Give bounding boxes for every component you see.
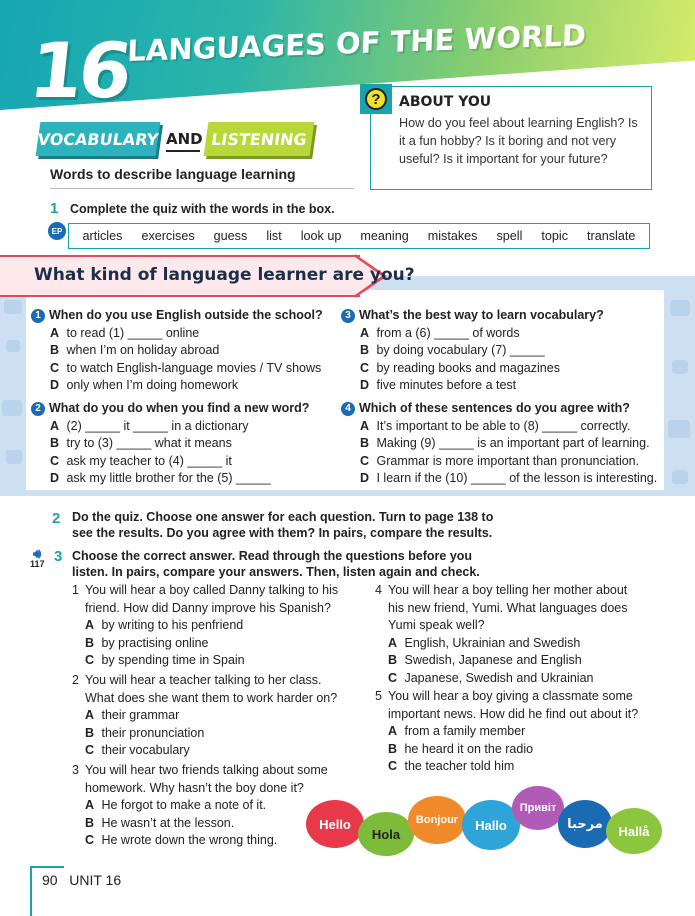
option-text: by reading books and magazines — [376, 360, 560, 375]
speech-bubble-decor — [6, 340, 20, 352]
exercise-2-number: 2 — [52, 510, 61, 527]
option-text: when I’m on holiday abroad — [66, 343, 220, 358]
word-box — [68, 223, 650, 249]
option-text: Grammar is more important than pronunciation. — [376, 453, 640, 468]
option-letter: C — [360, 453, 370, 468]
section-subheading: Words to describe language learning — [50, 166, 354, 189]
option-letter: C — [50, 360, 60, 375]
option-text: ask my little brother for the (5) _____ — [66, 471, 271, 486]
word-item: translate — [587, 229, 636, 243]
greeting-bubble: Hallå — [606, 808, 662, 854]
question-number-badge: 2 — [31, 402, 45, 416]
listening-item-1 — [72, 582, 362, 670]
option-letter: B — [85, 815, 95, 830]
option-text: by doing vocabulary (7) _____ — [376, 343, 545, 358]
exercise-2-line-1: Do the quiz. Choose one answer for each question. Turn to page 138 to — [72, 510, 494, 524]
question-text: Which of these sentences do you agree with? — [359, 401, 630, 415]
audio-track-number: 117 — [30, 559, 45, 569]
vocabulary-tag: VOCABULARY — [36, 122, 161, 156]
word-item: exercises — [141, 229, 195, 243]
speech-bubble-decor — [672, 470, 688, 484]
option-letter: A — [360, 418, 370, 433]
item-stem: his new friend, Yumi. What languages does — [388, 600, 628, 615]
about-you-box — [370, 86, 652, 190]
listening-item-5 — [375, 688, 665, 776]
ep-badge: EP — [48, 222, 66, 240]
unit-title: LANGUAGES OF THE WORLD — [126, 17, 587, 69]
quiz-question-4 — [344, 400, 664, 488]
option-text: their vocabulary — [101, 743, 190, 758]
option-text: He forgot to make a note of it. — [101, 798, 267, 813]
exercise-3-line-2: listen. In pairs, compare your answers. Then, listen again and check. — [72, 565, 480, 579]
option-text: their grammar — [101, 708, 180, 723]
exercise-3-number: 3 — [54, 548, 63, 565]
option-text: (2) _____ it _____ in a dictionary — [66, 418, 249, 433]
item-stem: important news. How did he find out about it? — [388, 706, 639, 721]
option-text: only when I’m doing homework — [66, 378, 239, 393]
question-text: What’s the best way to learn vocabulary? — [359, 308, 604, 322]
item-number: 4 — [375, 583, 382, 597]
word-item: list — [266, 229, 282, 243]
page-footer — [42, 872, 121, 888]
option-letter: B — [85, 725, 95, 740]
speech-bubble-decor — [672, 360, 688, 374]
option-letter: C — [360, 360, 370, 375]
item-number: 5 — [375, 689, 382, 703]
question-icon: ? — [360, 84, 392, 114]
item-stem: Yumi speak well? — [388, 618, 485, 633]
question-number-badge: 3 — [341, 309, 355, 323]
option-text: try to (3) _____ what it means — [66, 436, 232, 451]
quiz-title: What kind of language learner are you? — [34, 265, 415, 285]
option-text: ask my teacher to (4) _____ it — [66, 453, 232, 468]
option-text: their pronunciation — [101, 725, 205, 740]
option-text: to read (1) _____ online — [66, 325, 200, 340]
option-text: Japanese, Swedish and Ukrainian — [404, 670, 594, 685]
option-letter: D — [360, 378, 370, 393]
option-text: to watch English-language movies / TV shows — [66, 360, 322, 375]
option-text: He wrote down the wrong thing. — [101, 833, 278, 848]
word-item: articles — [82, 229, 123, 243]
option-text: Making (9) _____ is an important part of learning. — [376, 436, 650, 451]
exercise-3-line-1: Choose the correct answer. Read through the questions before you — [72, 549, 473, 563]
unit-number: 16 — [25, 26, 133, 115]
footer-bar — [30, 866, 64, 868]
and-tag: AND — [166, 126, 200, 152]
option-text: by writing to his penfriend — [101, 618, 244, 633]
speech-bubble-decor — [2, 400, 22, 416]
question-number-badge: 4 — [341, 402, 355, 416]
option-letter: C — [85, 653, 95, 668]
word-item: mistakes — [427, 229, 478, 243]
question-text: When do you use English outside the school? — [49, 308, 323, 322]
greeting-bubble: Hola — [358, 812, 414, 856]
option-letter: C — [50, 453, 60, 468]
page-number: 90 — [42, 872, 58, 888]
item-stem: friend. How did Danny improve his Spanish? — [85, 600, 331, 615]
item-stem: homework. Why hasn’t the boy done it? — [85, 780, 304, 795]
option-letter: A — [85, 708, 95, 723]
option-letter: C — [388, 759, 398, 774]
word-item: guess — [213, 229, 248, 243]
option-letter: B — [388, 741, 398, 756]
item-stem: You will hear two friends talking about some — [85, 763, 328, 777]
option-text: the teacher told him — [404, 759, 515, 774]
option-letter: A — [360, 325, 370, 340]
option-letter: D — [50, 471, 60, 486]
option-letter: D — [50, 378, 60, 393]
listening-item-2 — [72, 672, 362, 760]
quiz-question-2 — [34, 400, 334, 488]
option-text: by practising online — [101, 635, 209, 650]
speech-bubble-decor — [668, 420, 690, 438]
quiz-question-3 — [344, 307, 659, 395]
option-text: by spending time in Spain — [101, 653, 245, 668]
option-text: from a (6) _____ of words — [376, 325, 520, 340]
option-letter: A — [50, 418, 60, 433]
option-letter: B — [50, 343, 60, 358]
option-letter: C — [388, 670, 398, 685]
question-number-badge: 1 — [31, 309, 45, 323]
item-stem: What does she want them to work harder on? — [85, 690, 338, 705]
speech-bubble-decor — [6, 450, 22, 464]
word-item: topic — [541, 229, 569, 243]
item-number: 2 — [72, 673, 79, 687]
exercise-1-number: 1 — [50, 200, 59, 217]
option-letter: B — [50, 436, 60, 451]
option-text: It’s important to be able to (8) _____ correctly. — [376, 418, 631, 433]
greeting-bubble: مرحبا — [558, 800, 612, 848]
option-letter: B — [85, 635, 95, 650]
quiz-question-1 — [34, 307, 334, 395]
footer-line — [30, 866, 32, 916]
footer-unit: UNIT 16 — [69, 872, 122, 888]
listening-tag: LISTENING — [204, 122, 315, 156]
item-stem: You will hear a teacher talking to her class. — [85, 673, 322, 687]
option-letter: A — [85, 798, 95, 813]
option-letter: A — [50, 325, 60, 340]
exercise-2-line-2: see the results. Do you agree with them? In pairs, compare the results. — [72, 526, 493, 540]
option-letter: B — [360, 343, 370, 358]
option-letter: A — [388, 724, 398, 739]
item-stem: You will hear a boy called Danny talking to his — [85, 583, 339, 597]
greeting-bubble: Hello — [306, 800, 364, 848]
option-text: from a family member — [404, 724, 526, 739]
item-stem: You will hear a boy telling her mother about — [388, 583, 628, 597]
exercise-1-instruction: Complete the quiz with the words in the box. — [70, 202, 335, 216]
question-text: What do you do when you find a new word? — [49, 401, 310, 415]
word-item: look up — [300, 229, 342, 243]
audio-icon[interactable]: 🔊︎ — [33, 546, 42, 561]
option-text: Swedish, Japanese and English — [404, 653, 582, 668]
option-letter: C — [85, 833, 95, 848]
option-letter: A — [85, 618, 95, 633]
option-letter: B — [360, 436, 370, 451]
greeting-bubble: Hallo — [462, 800, 520, 850]
option-text: I learn if the (10) _____ of the lesson is interesting. — [376, 471, 658, 486]
option-letter: A — [388, 635, 398, 650]
greeting-bubble: Привіт — [512, 786, 564, 830]
option-letter: B — [388, 653, 398, 668]
listening-item-4 — [375, 582, 665, 688]
about-you-text: How do you feel about learning English? Is it a fun hobby? Is it boring and not very useful? Is it important for your future? — [399, 116, 638, 166]
speech-bubble-decor — [4, 300, 22, 314]
item-stem: You will hear a boy giving a classmate some — [388, 689, 633, 703]
speech-bubble-decor — [670, 300, 690, 316]
about-you-title: ABOUT YOU — [399, 94, 492, 110]
item-number: 1 — [72, 583, 79, 597]
item-number: 3 — [72, 763, 79, 777]
option-text: he heard it on the radio — [404, 741, 534, 756]
option-text: He wasn’t at the lesson. — [101, 815, 235, 830]
option-letter: C — [85, 743, 95, 758]
option-text: five minutes before a test — [376, 378, 517, 393]
word-item: spell — [496, 229, 523, 243]
option-text: English, Ukrainian and Swedish — [404, 635, 581, 650]
option-letter: D — [360, 471, 370, 486]
greeting-bubble: Bonjour — [408, 796, 466, 844]
word-item: meaning — [360, 229, 409, 243]
